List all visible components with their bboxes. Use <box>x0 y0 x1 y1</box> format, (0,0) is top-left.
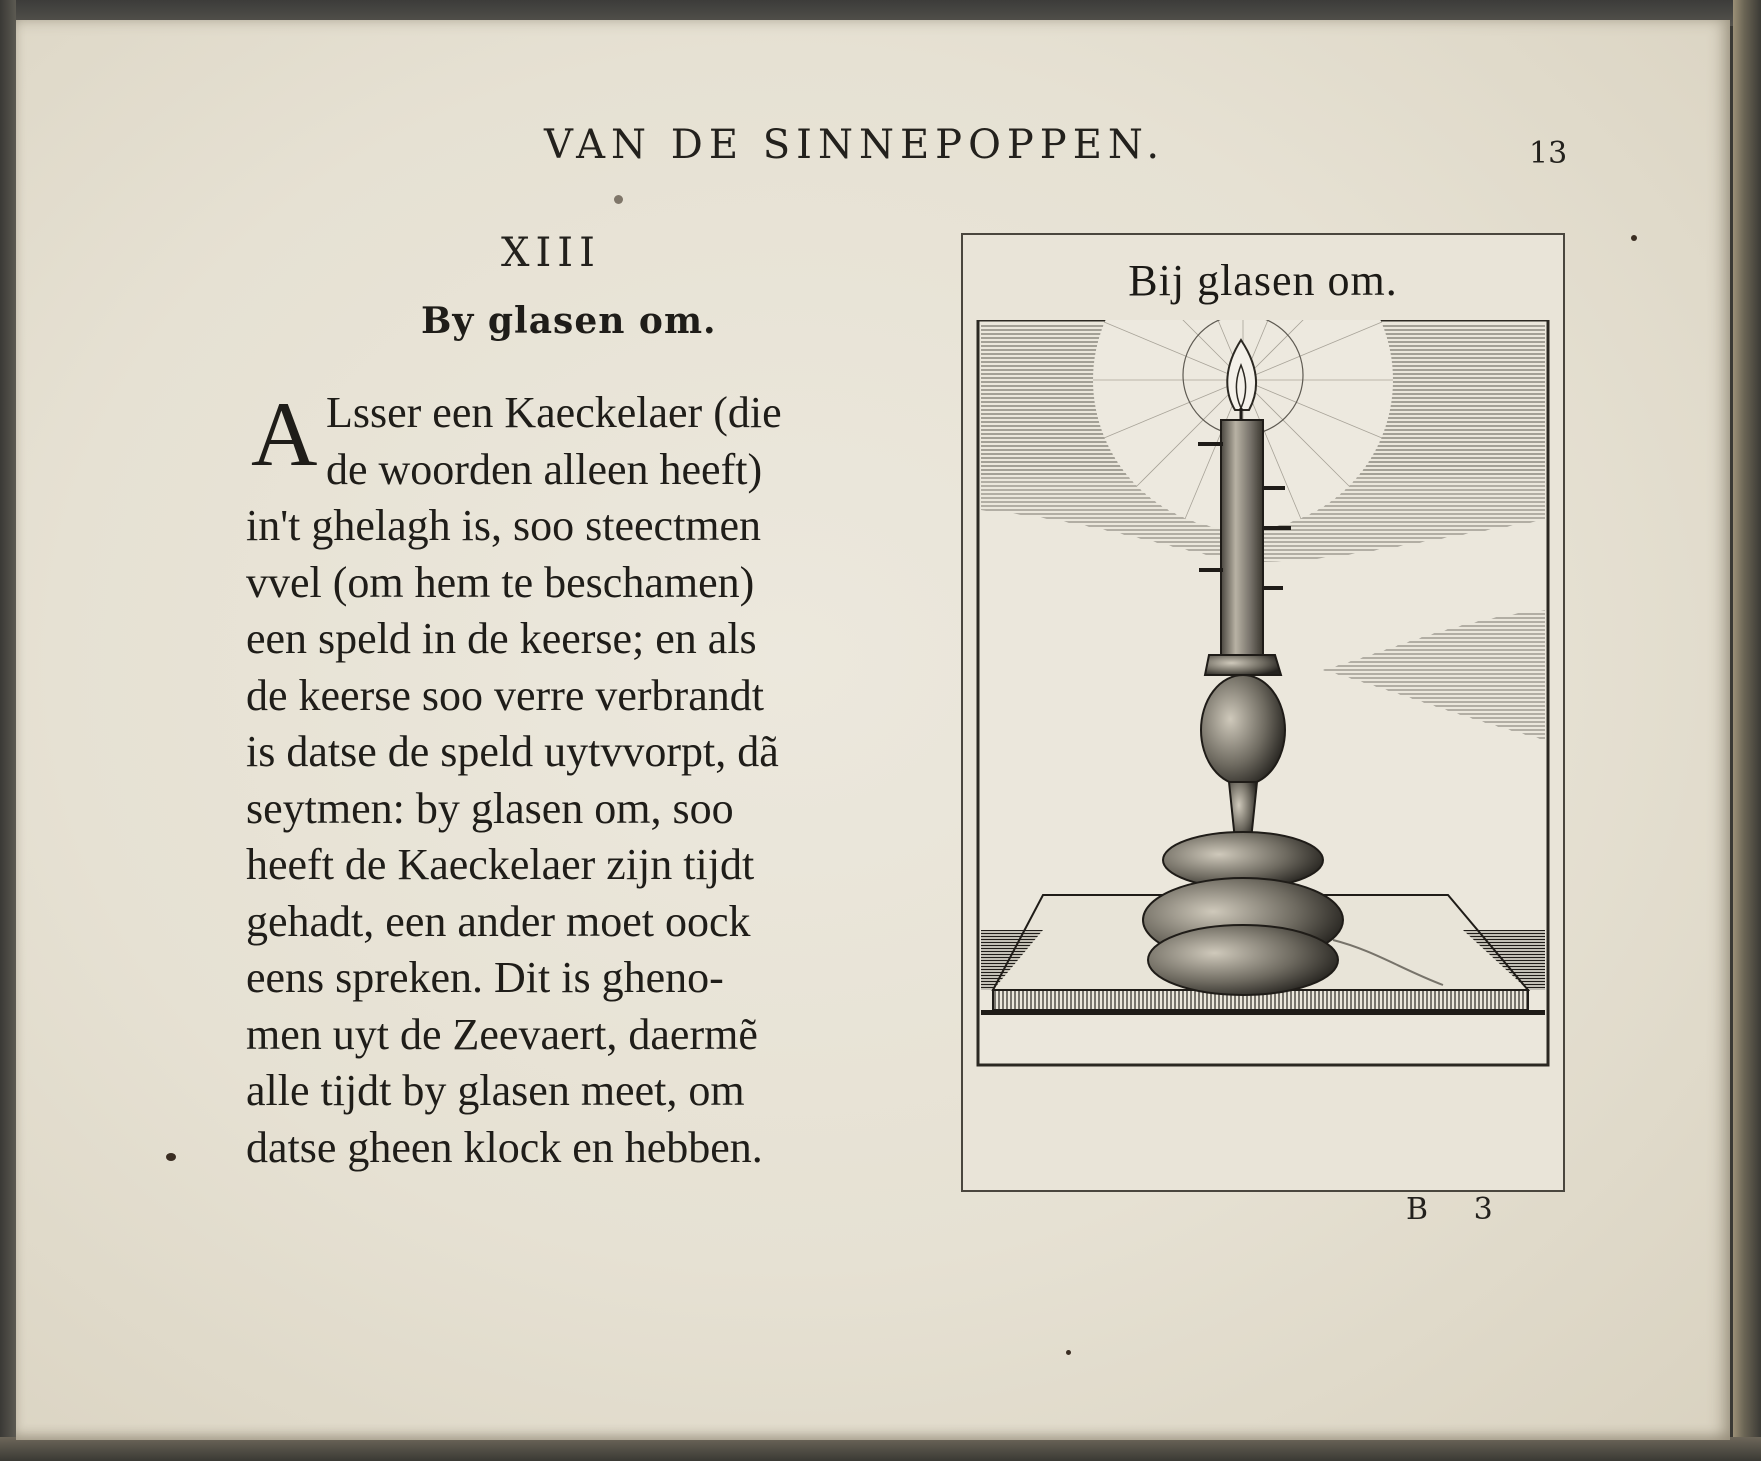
signature-mark: B 3 <box>1406 1192 1511 1227</box>
candle-engraving <box>973 320 1553 1090</box>
board-edge-right <box>1733 0 1761 1461</box>
page-number: 13 <box>1529 136 1568 171</box>
body-line: de keerse soo verre verbrandt <box>246 670 764 720</box>
emblem-subtitle: By glasen om. <box>421 300 717 342</box>
body-line: een speld in de keerse; en als <box>246 614 757 663</box>
body-line: gehadt, een ander moet oock <box>246 896 751 946</box>
body-line: alle tijdt by glasen meet, om <box>246 1066 745 1115</box>
ink-speck <box>1066 1350 1071 1355</box>
ink-speck <box>166 1153 176 1161</box>
body-line: men uyt de Zeevaert, daermẽ <box>246 1009 758 1059</box>
ink-speck <box>1631 235 1637 241</box>
board-edge-left <box>0 0 16 1461</box>
text-column <box>246 210 886 1200</box>
candlestick-knop <box>1201 675 1285 785</box>
emblem-plate <box>961 233 1565 1192</box>
plate-title: Bij glasen om. <box>1128 256 1398 305</box>
body-line: heeft de Kaeckelaer zijn tijdt <box>246 840 755 889</box>
body-line: seytmen: by glasen om, soo <box>246 783 734 833</box>
body-line: in't ghelagh is, soo steectmen <box>246 501 762 550</box>
candlestick-cup <box>1205 655 1281 675</box>
emblem-numeral: XIII <box>501 230 601 276</box>
body-line: is datse de speld uytvvorpt, dã <box>246 727 779 776</box>
body-text <box>246 385 906 1176</box>
drop-cap: A <box>251 383 318 485</box>
board-edge-bottom <box>0 1437 1761 1461</box>
body-line: eens spreken. Dit is gheno- <box>246 953 724 1002</box>
candle <box>1221 420 1263 655</box>
running-head: VAN DE SINNEPOPPEN. <box>544 122 1166 168</box>
body-line: datse gheen klock en hebben. <box>246 1122 763 1172</box>
candlestick-foot <box>1148 925 1338 995</box>
ink-speck <box>614 195 623 204</box>
book-page <box>16 20 1730 1440</box>
body-line: Lsser een Kaeckelaer (die <box>326 388 782 437</box>
body-line: vvel (om hem te beschamen) <box>246 557 755 607</box>
body-line: de woorden alleen heeft) <box>326 444 763 494</box>
